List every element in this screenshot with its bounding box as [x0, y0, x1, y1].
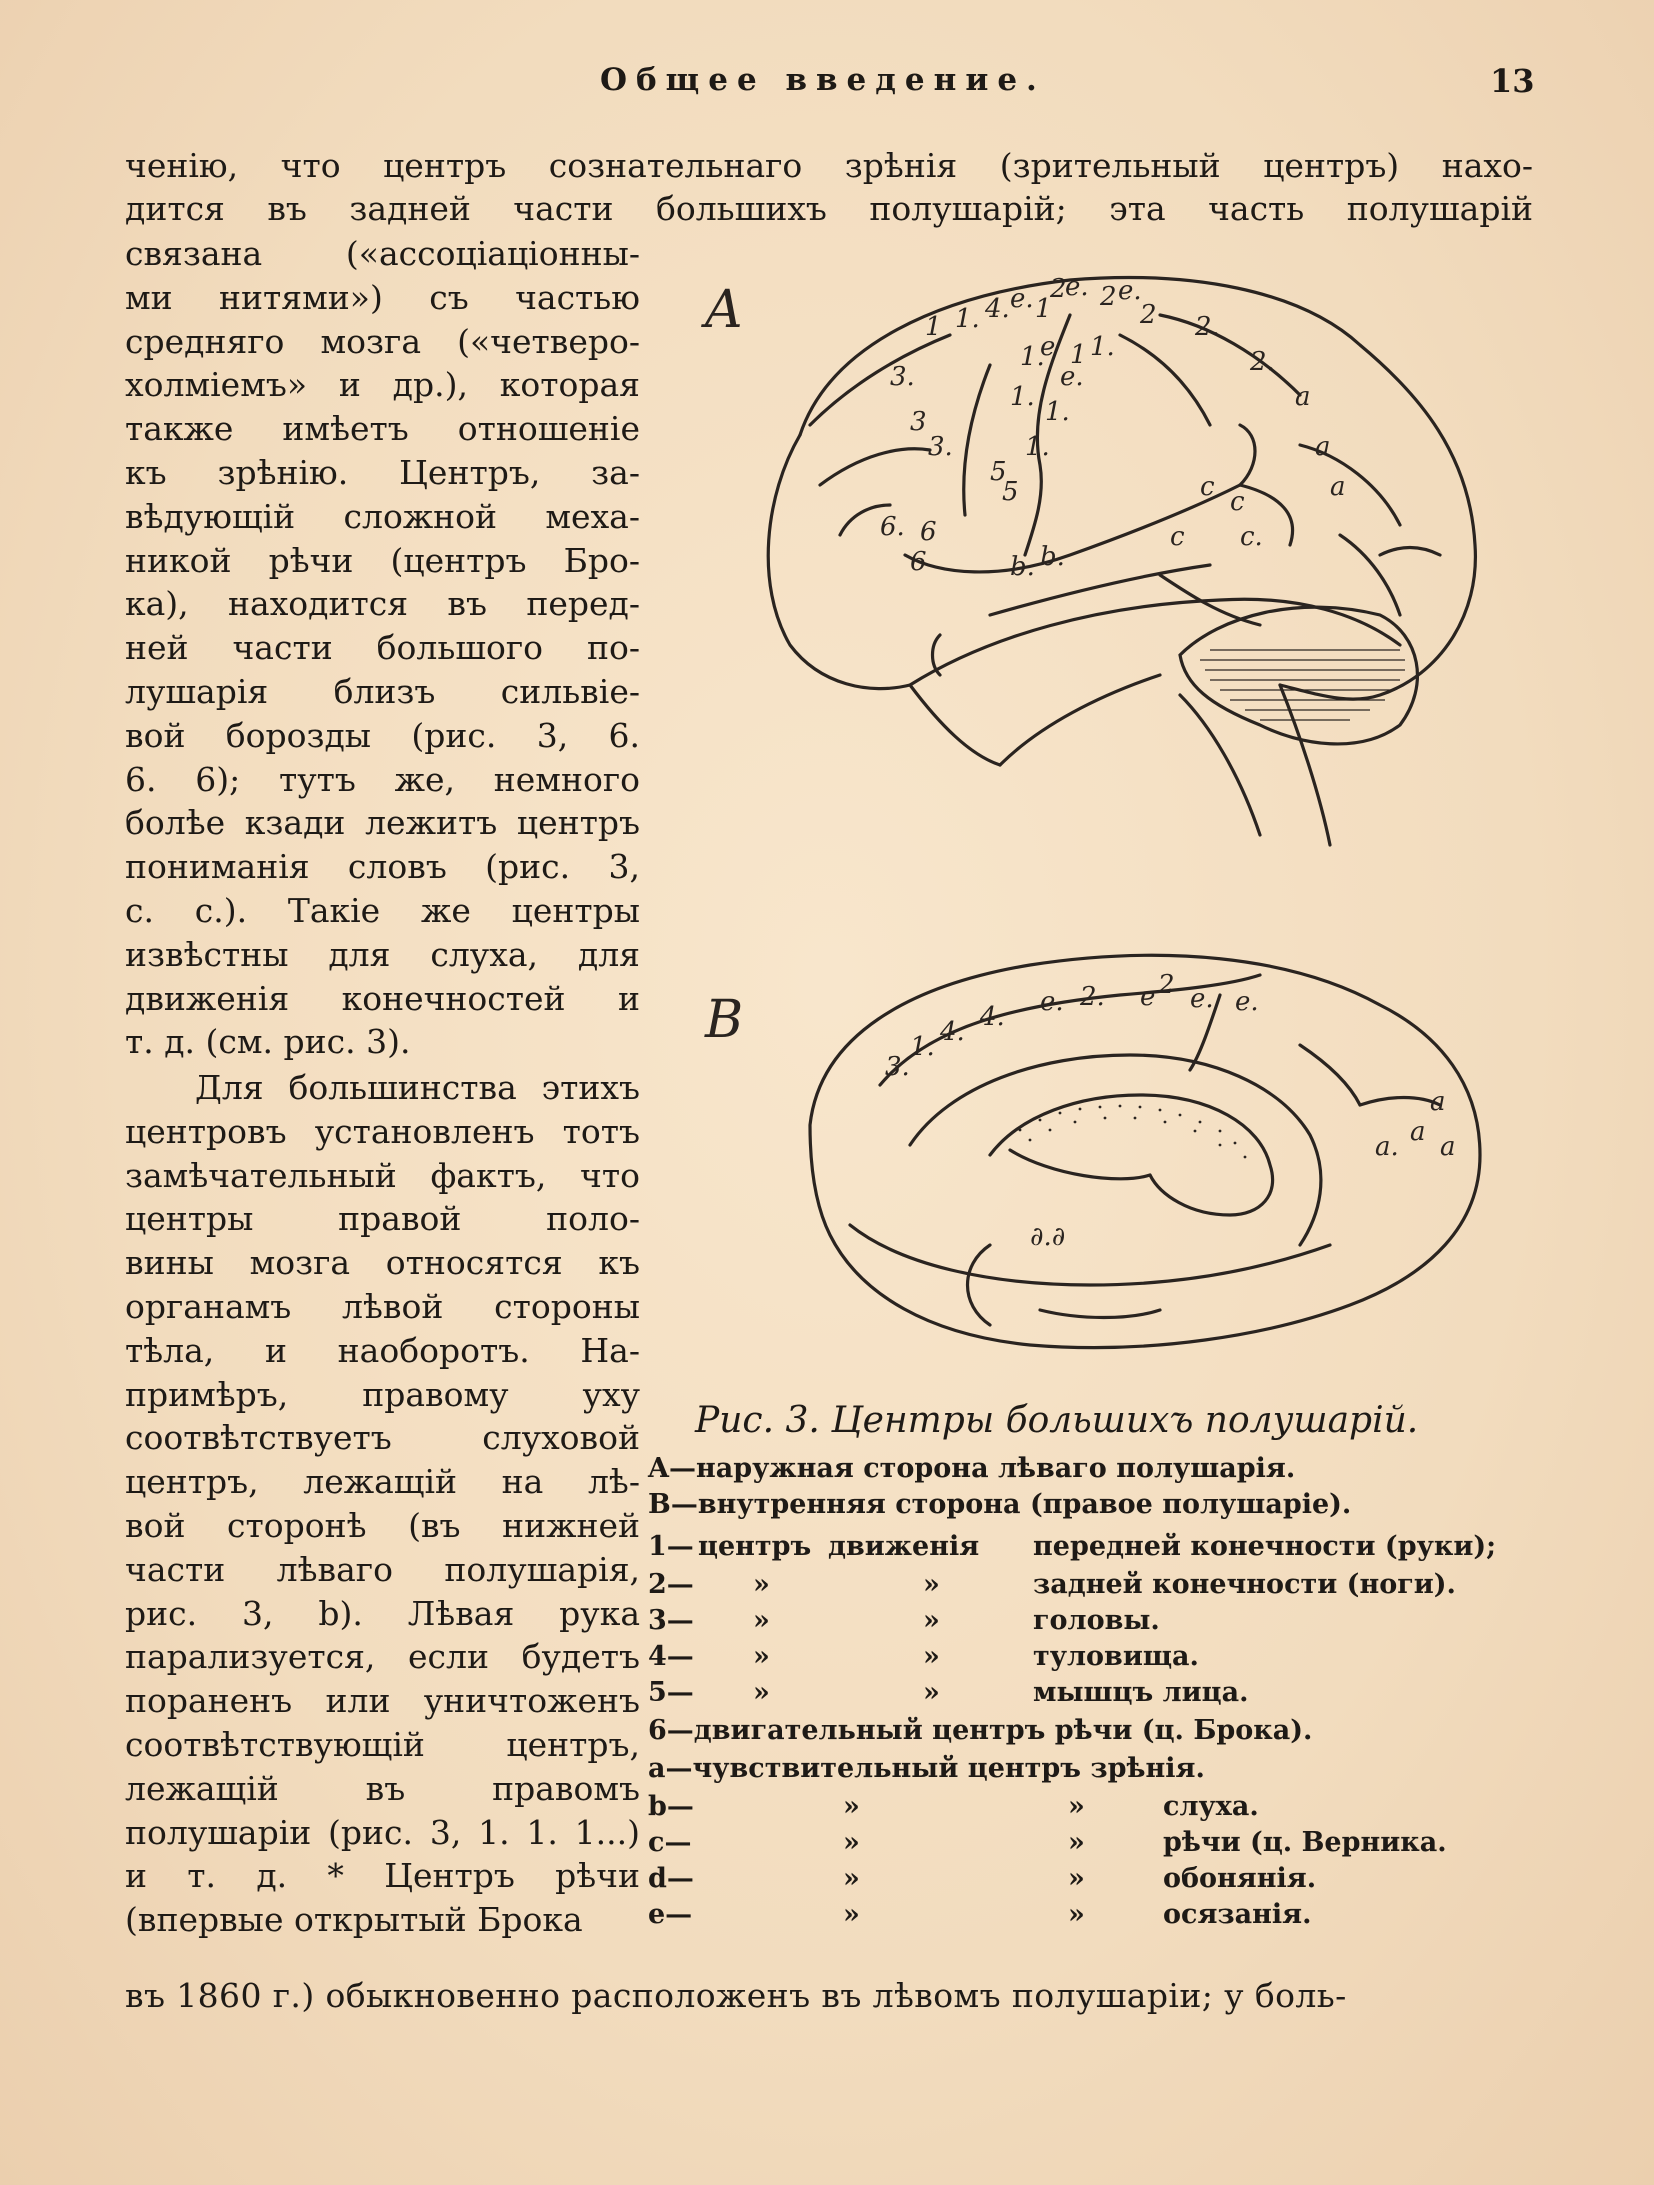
- svg-text:2: 2: [1050, 274, 1067, 304]
- svg-text:∂.∂: ∂.∂: [1030, 1222, 1066, 1252]
- svg-text:a: a: [1315, 432, 1331, 462]
- svg-text:2: 2: [1158, 970, 1175, 1000]
- text-line: тѣла, и наоборотъ. На-: [125, 1330, 640, 1370]
- text-line: пораненъ или уничтоженъ: [125, 1681, 640, 1721]
- svg-text:1: 1: [1035, 294, 1052, 324]
- legend-ditto: »: [1068, 1899, 1085, 1930]
- svg-text:3.: 3.: [890, 362, 915, 392]
- text-line: ченію, что центръ сознательнаго зрѣнія (зрительный центръ) нахо-: [125, 146, 1533, 185]
- page-number: 13: [1490, 62, 1535, 100]
- legend-key: e—: [648, 1899, 693, 1930]
- svg-text:e: e: [1140, 982, 1156, 1012]
- legend-row-6: 6—двигательный центръ рѣчи (ц. Брока).: [648, 1715, 1313, 1746]
- text-line: также имѣетъ отношеніе: [125, 409, 640, 449]
- legend-ditto: »: [923, 1569, 940, 1600]
- text-line: (впервые открытый Брока: [125, 1900, 583, 1940]
- svg-text:c: c: [1170, 522, 1185, 552]
- svg-text:e.: e.: [1190, 984, 1214, 1014]
- legend-key: c—: [648, 1827, 692, 1858]
- text-line: ней части большого по-: [125, 628, 640, 668]
- text-line: ка), находится въ перед-: [125, 584, 640, 624]
- text-line: извѣстны для слуха, для: [125, 934, 640, 974]
- legend-cell: осязанія.: [1163, 1899, 1312, 1930]
- legend-line-b: B—внутренняя сторона (правое полушаріе).: [648, 1489, 1352, 1520]
- legend-row-a: a—чувствительный центръ зрѣнія.: [648, 1753, 1205, 1784]
- svg-text:a: a: [1440, 1132, 1456, 1162]
- svg-text:b.: b.: [1010, 552, 1035, 582]
- text-line: органамъ лѣвой стороны: [125, 1287, 640, 1326]
- legend-ditto: »: [753, 1605, 770, 1636]
- text-line: средняго мозга («четверо-: [125, 321, 640, 361]
- svg-text:a: a: [1295, 382, 1311, 412]
- legend-cell: слуха.: [1163, 1791, 1259, 1822]
- legend-ditto: »: [1068, 1791, 1085, 1822]
- legend-ditto: »: [753, 1569, 770, 1600]
- svg-text:6: 6: [920, 517, 937, 547]
- text-line: Для большинства этихъ: [195, 1068, 640, 1107]
- svg-text:4.: 4.: [980, 1002, 1005, 1032]
- text-line: т. д. (см. рис. 3).: [125, 1022, 411, 1062]
- svg-text:2.: 2.: [1250, 347, 1275, 377]
- legend-key: 3—: [648, 1605, 694, 1636]
- legend-key: d—: [648, 1863, 694, 1894]
- legend-ditto: »: [843, 1827, 860, 1858]
- text-line: лежащій въ правомъ: [125, 1768, 640, 1808]
- text-line: болѣе кзади лежитъ центръ: [125, 803, 640, 843]
- svg-text:a: a: [1330, 472, 1346, 502]
- legend-cell: рѣчи (ц. Верника.: [1163, 1827, 1447, 1858]
- text-line: c. c.). Такіе же центры: [125, 891, 640, 930]
- svg-text:2.: 2.: [1195, 312, 1220, 342]
- text-line: полушаріи (рис. 3, 1. 1. 1...): [125, 1812, 640, 1852]
- svg-text:5: 5: [990, 457, 1007, 487]
- svg-text:4.: 4.: [940, 1017, 965, 1047]
- text-line: замѣчательный фактъ, что: [125, 1155, 640, 1195]
- svg-text:6.: 6.: [880, 512, 905, 542]
- figure-label-a: A: [705, 280, 743, 340]
- legend-cell: туловища.: [1033, 1641, 1199, 1672]
- legend-cell: головы.: [1033, 1605, 1160, 1636]
- legend-ditto: »: [923, 1605, 940, 1636]
- legend-ditto: »: [923, 1677, 940, 1708]
- svg-text:1.: 1.: [1090, 332, 1115, 362]
- text-line: вѣдующій сложной меха-: [125, 496, 640, 536]
- svg-text:e: e: [1040, 332, 1056, 362]
- legend-key: 5—: [648, 1677, 694, 1708]
- svg-text:1.: 1.: [1020, 342, 1045, 372]
- legend-line-a: A—наружная сторона лѣваго полушарія.: [648, 1453, 1296, 1484]
- text-line: лушарія близъ сильвіе-: [125, 672, 640, 711]
- text-line: 6. 6); тутъ же, немного: [125, 759, 640, 799]
- text-line: центръ, лежащій на лѣ-: [125, 1462, 640, 1502]
- brain-lateral-illustration: [740, 255, 1500, 855]
- svg-text:1.: 1.: [1010, 382, 1035, 412]
- svg-text:c: c: [1230, 487, 1245, 517]
- legend-key: 4—: [648, 1641, 694, 1672]
- legend-ditto: »: [843, 1863, 860, 1894]
- svg-text:1.: 1.: [910, 1032, 935, 1062]
- text-line: къ зрѣнію. Центръ, за-: [125, 453, 640, 492]
- legend-cell: движенія: [828, 1531, 980, 1562]
- svg-text:3: 3: [910, 407, 927, 437]
- svg-text:5: 5: [1002, 477, 1019, 507]
- text-line: вины мозга относятся къ: [125, 1243, 640, 1283]
- svg-text:e.: e.: [1060, 362, 1084, 392]
- svg-text:e.: e.: [1235, 987, 1259, 1017]
- svg-text:2: 2: [1140, 300, 1157, 330]
- svg-text:b.: b.: [1040, 542, 1065, 572]
- legend-ditto: »: [753, 1677, 770, 1708]
- svg-text:1: 1: [1070, 340, 1087, 370]
- svg-text:e.: e.: [1118, 276, 1142, 306]
- svg-text:a: a: [1410, 1117, 1426, 1147]
- legend-ditto: »: [1068, 1863, 1085, 1894]
- text-line: примѣръ, правому уху: [125, 1374, 640, 1414]
- text-line: вой сторонѣ (въ нижней: [125, 1506, 640, 1545]
- legend-ditto: »: [923, 1641, 940, 1672]
- text-line: движенія конечностей и: [125, 978, 640, 1018]
- running-head: Общее введение.: [600, 62, 1046, 98]
- legend-cell: центръ: [698, 1531, 812, 1562]
- legend-ditto: »: [753, 1641, 770, 1672]
- svg-text:e.: e.: [1010, 284, 1034, 314]
- legend-ditto: »: [843, 1791, 860, 1822]
- text-line: и т. д. * Центръ рѣчи: [125, 1856, 640, 1896]
- text-line: пониманія словъ (рис. 3,: [125, 847, 640, 887]
- svg-text:3.: 3.: [928, 432, 953, 462]
- svg-text:2: 2: [1100, 282, 1117, 312]
- svg-text:1.: 1.: [1045, 397, 1070, 427]
- text-line: соотвѣтствуетъ слуховой: [125, 1418, 640, 1458]
- text-line-bottom: въ 1860 г.) обыкновенно расположенъ въ лѣвомъ полушаріи; у боль-: [125, 1976, 1347, 2015]
- text-line: центровъ установленъ тотъ: [125, 1111, 640, 1151]
- legend-cell: обонянія.: [1163, 1863, 1317, 1894]
- legend-cell: задней конечности (ноги).: [1033, 1569, 1456, 1600]
- text-line: вой борозды (рис. 3, 6.: [125, 715, 640, 755]
- legend-key: 2—: [648, 1569, 694, 1600]
- text-line: никой рѣчи (центръ Бро-: [125, 540, 640, 580]
- text-line: рис. 3, b). Лѣвая рука: [125, 1593, 640, 1633]
- svg-text:1: 1: [925, 312, 942, 342]
- svg-text:c: c: [1200, 472, 1215, 502]
- text-line: холміемъ» и др.), которая: [125, 365, 640, 405]
- svg-text:1.: 1.: [1025, 432, 1050, 462]
- text-line: центры правой поло-: [125, 1199, 640, 1239]
- legend-cell: мышцъ лица.: [1033, 1677, 1249, 1708]
- figure-label-b: B: [705, 990, 744, 1050]
- legend-key: 1—: [648, 1531, 694, 1562]
- svg-text:e.: e.: [1040, 987, 1064, 1017]
- legend-cell: передней конечности (руки);: [1033, 1531, 1497, 1562]
- svg-text:a: a: [1430, 1087, 1446, 1117]
- brain-medial-illustration: [790, 925, 1490, 1385]
- text-line: соотвѣтствующій центръ,: [125, 1725, 640, 1764]
- text-line: части лѣваго полушарія,: [125, 1549, 640, 1589]
- legend-key: b—: [648, 1791, 694, 1822]
- legend-ditto: »: [843, 1899, 860, 1930]
- svg-text:4.: 4.: [985, 294, 1010, 324]
- svg-text:1.: 1.: [955, 304, 980, 334]
- svg-text:3.: 3.: [885, 1052, 910, 1082]
- svg-text:a.: a.: [1375, 1132, 1399, 1162]
- svg-text:6: 6: [910, 547, 927, 577]
- svg-text:2.: 2.: [1080, 982, 1105, 1012]
- svg-text:e.: e.: [1065, 272, 1089, 302]
- text-line: дится въ задней части большихъ полушарій; эта часть полушарій: [125, 189, 1533, 228]
- figure-caption: Рис. 3. Центры большихъ полушарій.: [695, 1400, 1419, 1441]
- text-line: ми нитями») съ частью: [125, 277, 640, 317]
- text-line: парализуется, если будетъ: [125, 1637, 640, 1677]
- svg-text:c.: c.: [1240, 522, 1263, 552]
- legend-ditto: »: [1068, 1827, 1085, 1858]
- text-line: связана («ассоціаціонны-: [125, 234, 640, 273]
